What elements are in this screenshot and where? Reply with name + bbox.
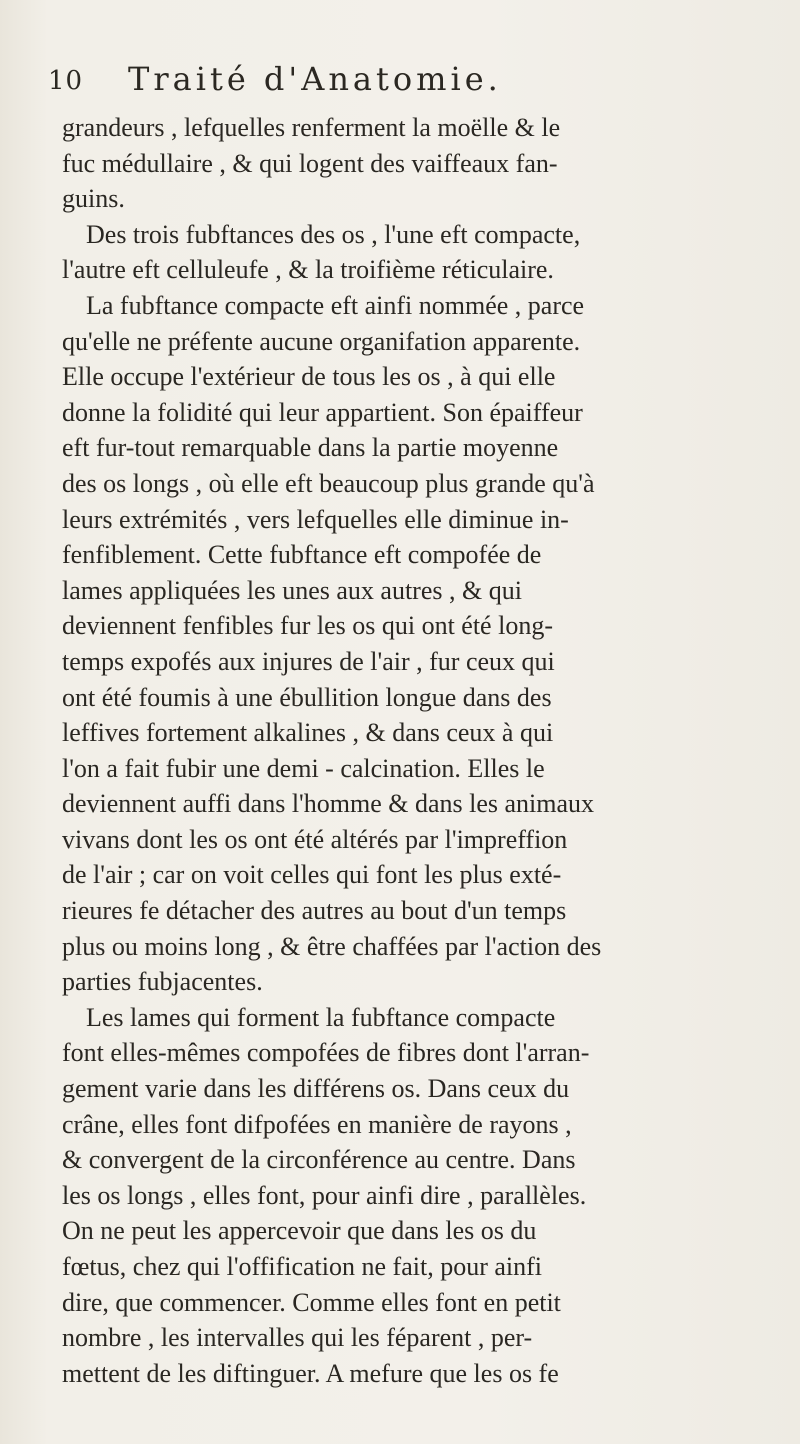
text-line: vivans dont les os ont été altérés par l'impreffion — [62, 824, 568, 854]
paragraph-start-line: Les lames qui forment la fubftance compacte — [86, 1002, 556, 1032]
text-line: gement varie dans les différens os. Dans ceux du — [62, 1074, 570, 1104]
text-line: grandeurs , lefquelles renferment la moëlle & le — [62, 113, 561, 142]
running-title: Traité d'Anatomie. — [128, 60, 502, 98]
text-line: guins. — [62, 184, 125, 214]
page-number: 10 — [48, 66, 84, 96]
text-line: Elle occupe l'extérieur de tous les os , à qui elle — [62, 362, 556, 392]
text-line: rieures fe détacher des autres au bout d'un temps — [62, 896, 567, 926]
text-line: font elles-mêmes compofées de fibres dont l'arran- — [62, 1038, 590, 1068]
text-line: fœtus, chez qui l'offification ne fait, pour ainfi — [62, 1252, 542, 1281]
text-line: temps expofés aux injures de l'air , fur ceux qui — [62, 646, 555, 676]
text-line: crâne, elles font difpofées en manière de rayons , — [62, 1109, 572, 1139]
text-line: dire, que commencer. Comme elles font en petit — [62, 1287, 561, 1317]
text-line: ont été foumis à une ébullition longue dans des — [62, 682, 552, 712]
text-line: & convergent de la circonférence au centre. Dans — [62, 1145, 576, 1175]
text-line: de l'air ; car on voit celles qui font les plus exté- — [62, 860, 562, 890]
text-line: qu'elle ne préfente aucune organifation apparente. — [62, 326, 581, 356]
paragraph-start-line: La fubftance compacte eft ainfi nommée , parce — [86, 290, 585, 320]
text-line: donne la folidité qui leur appartient. Son épaiffeur — [62, 397, 583, 427]
text-line: fuc médullaire , & qui logent des vaiffeaux fan- — [62, 148, 558, 178]
text-line: mettent de les diftinguer. A mefure que les os fe — [62, 1358, 559, 1388]
text-line: lames appliquées les unes aux autres , & qui — [62, 575, 522, 605]
text-line: leffives fortement alkalines , & dans ceux à qui — [62, 718, 554, 748]
text-line: parties fubjacentes. — [62, 967, 263, 997]
text-line: eft fur-tout remarquable dans la partie moyenne — [62, 433, 559, 463]
text-line: des os longs , où elle eft beaucoup plus grande qu'à — [62, 468, 595, 498]
text-line: l'autre eft celluleufe , & la troifième réticulaire. — [62, 255, 554, 285]
text-line: leurs extrémités , vers lefquelles elle diminue in- — [62, 504, 569, 534]
text-line: fenfiblement. Cette fubftance eft compofée de — [62, 540, 542, 570]
text-line: l'on a fait fubir une demi - calcination. Elles le — [62, 753, 545, 783]
text-line: les os longs , elles font, pour ainfi dire , parallèles. — [62, 1180, 587, 1210]
text-line: deviennent auffi dans l'homme & dans les animaux — [62, 789, 595, 819]
paragraph-start-line: Des trois fubftances des os , l'une eft compacte, — [86, 219, 581, 249]
text-line: deviennent fenfibles fur les os qui ont été long- — [62, 611, 553, 641]
text-line: plus ou moins long , & être chaffées par l'action des — [62, 931, 602, 961]
body-text — [62, 110, 774, 1391]
text-line: nombre , les intervalles qui les féparent , per- — [62, 1323, 533, 1353]
page-header — [48, 60, 766, 104]
text-line: On ne peut les appercevoir que dans les os du — [62, 1216, 537, 1246]
